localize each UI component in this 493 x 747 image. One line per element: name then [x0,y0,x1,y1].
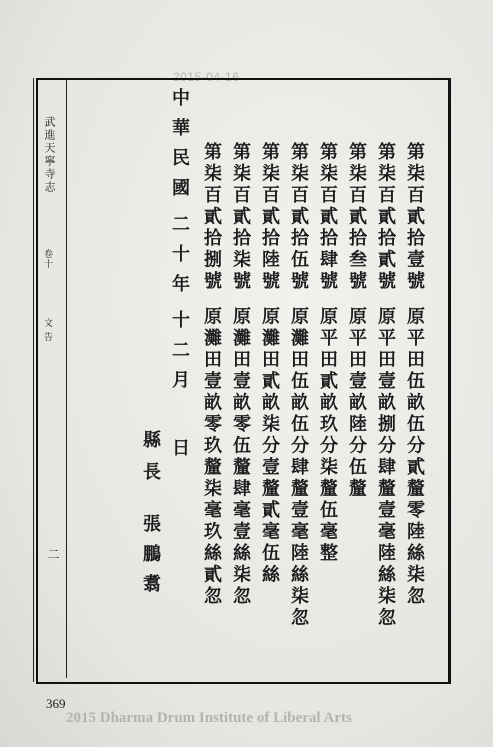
frame-outer-rule [33,78,34,682]
entry-number: 第柒百貳拾貳號 [375,142,396,293]
entry-detail: 原灘田壹畝零伍釐肆毫壹絲柒忽 [230,306,251,608]
date-month: 十二月 [169,310,190,400]
entry-number: 第柒百貳拾捌號 [201,142,222,293]
entry-column [227,142,253,608]
entry-number: 第柒百貳拾肆號 [317,142,338,293]
entry-number: 第柒百貳拾陸號 [259,142,280,293]
watermark: 2015 Dharma Drum Institute of Liberal Arts [66,710,352,726]
date-year: 二十年 [169,214,190,304]
entry-detail: 原平田貳畝玖分柒釐伍毫整 [317,306,338,565]
entry-column [401,142,427,608]
entry-column [372,142,398,629]
entry-column [256,142,282,586]
magistrate-title: 縣長 [140,430,161,494]
volume-label: 卷十 [42,249,52,269]
entry-number: 第柒百貳拾柒號 [230,142,251,293]
section-label: 文告 [42,318,52,346]
entry-detail: 原平田伍畝伍分貳釐零陸絲柒忽 [404,306,425,608]
entry-detail: 原灘田貳畝柒分壹釐貳毫伍絲 [259,306,280,586]
magistrate-name: 張鵬翥 [140,514,161,604]
entry-number: 第柒百貳拾壹號 [404,142,425,293]
entry-column [314,142,340,565]
entry-number: 第柒百貳拾叁號 [346,142,367,293]
entry-detail: 原灘田伍畝伍分肆釐壹毫陸絲柒忽 [288,306,309,629]
date-era: 中華民國 [169,88,190,208]
entry-number: 第柒百貳拾伍號 [288,142,309,293]
folio-mark: 二 [46,548,60,560]
date-day: 日 [169,438,190,468]
entry-column [343,142,369,500]
entry-detail: 原灘田壹畝零玖釐柒毫玖絲貳忽 [201,306,222,608]
entry-detail: 原平田壹畝陸分伍釐 [346,306,367,500]
scan-date-stamp: 2015-04-16 [173,70,240,84]
book-title: 武進天寧寺志 [43,116,56,194]
date-line [166,88,192,468]
entry-column [285,142,311,629]
entry-column [198,142,224,608]
entry-detail: 原平田壹畝捌分肆釐壹毫陸絲柒忽 [375,306,396,629]
page-number: 369 [46,696,66,711]
